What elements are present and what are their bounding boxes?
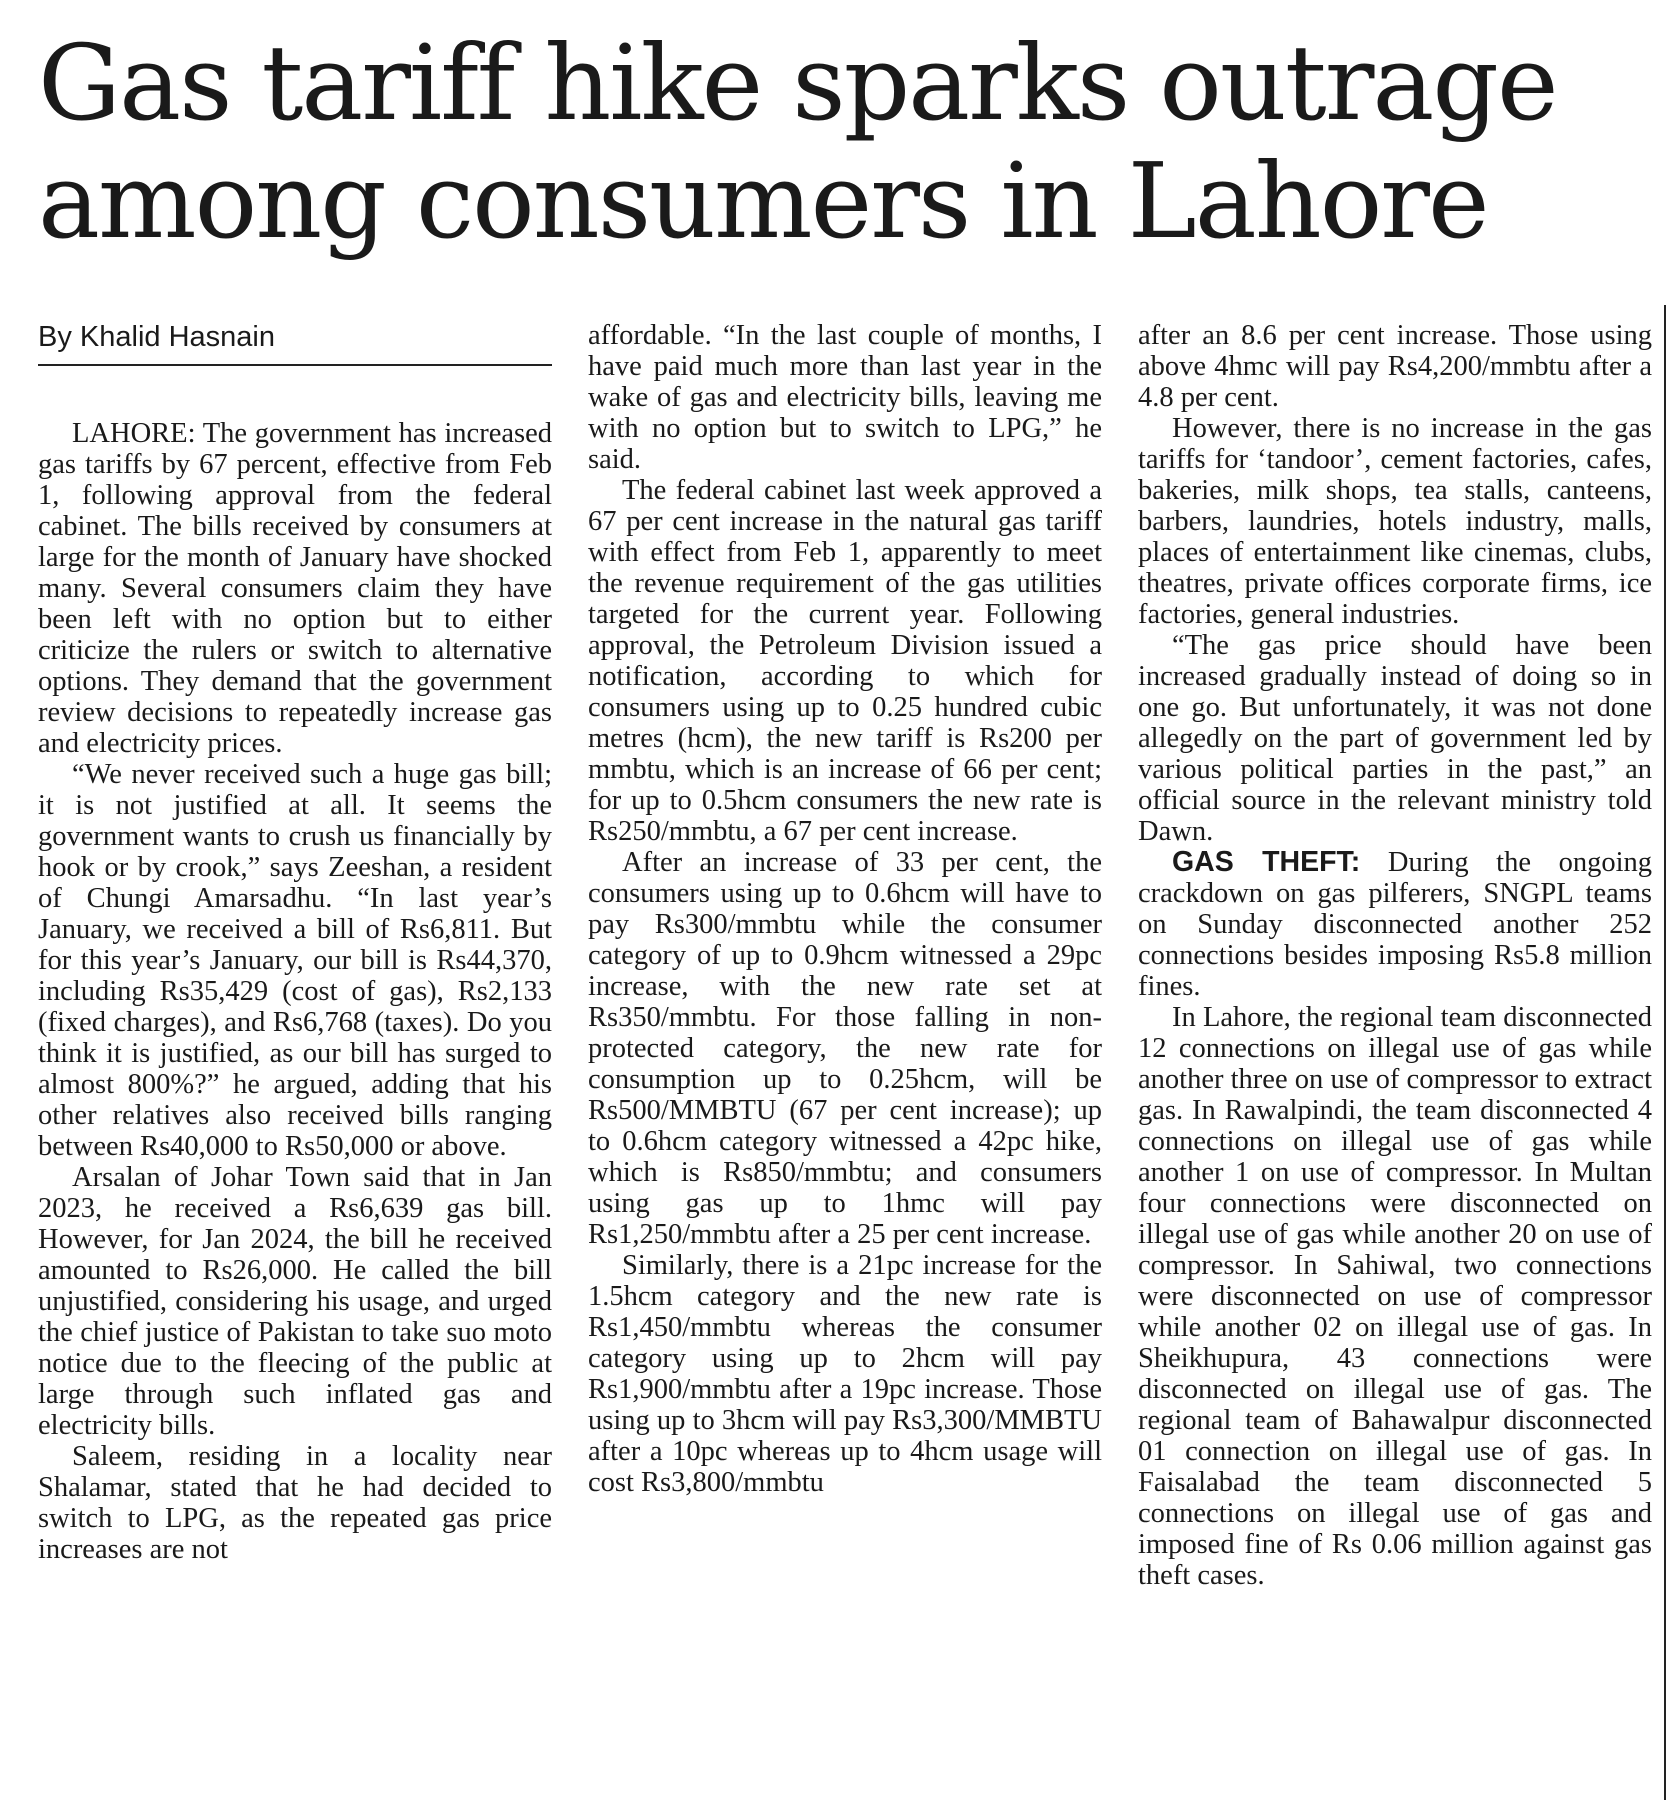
paragraph: In Lahore, the regional team disconnected 12 connections on illegal use of gas while another three on use of compressor to extract gas. In Rawalpindi, the team disconnected 4 connections on illegal use of gas while another 1 on use of compressor. In Multan four connections were disconnected on illegal use of gas while another 20 on use of compressor. In Sahiwal, two connections were disconnected on use of compressor while another 02 on illegal use of gas. In Sheikhupura, 43 connections were disconnected on illegal use of gas. The regional team of Bahawalpur disconnected 01 connection on illegal use of gas. In Faisalabad the team disconnected 5 connections on illegal use of gas and imposed fine of Rs 0.06 million against gas theft cases.	[1138, 1002, 1652, 1591]
paragraph: Similarly, there is a 21pc increase for the 1.5hcm category and the new rate is Rs1,450/mmbtu whereas the consumer category using up to 2hcm will pay Rs1,900/mmbtu after a 19pc increase. Those using up to 3hcm will pay Rs3,300/MMBTU after a 10pc whereas up to 4hcm usage will cost Rs3,800/mmbtu	[588, 1250, 1102, 1498]
paragraph: However, there is no increase in the gas tariffs for ‘tandoor’, cement factories, cafes, bakeries, milk shops, tea stalls, canteens, barbers, laundries, hotels industry, malls, places of entertainment like cinemas, clubs, theatres, private offices corporate firms, ice factories, general industries.	[1138, 413, 1652, 630]
paragraph: LAHORE: The government has increased gas tariffs by 67 percent, effective from Feb 1, following approval from the federal cabinet. The bills received by consumers at large for the month of January have shocked many. Several consumers claim they have been left with no option but to either criticize the rulers or switch to alternative options. They demand that the government review decisions to repeatedly increase gas and electricity prices.	[38, 418, 552, 759]
paragraph: affordable. “In the last couple of months, I have paid much more than last year in the wake of gas and electricity bills, leaving me with no option but to switch to LPG,” he said.	[588, 320, 1102, 475]
column-rule	[1664, 305, 1666, 1800]
byline: By Khalid Hasnain	[38, 320, 552, 366]
section-kicker: GAS THEFT:	[1172, 846, 1361, 878]
paragraph: The federal cabinet last week approved a 67 per cent increase in the natural gas tariff with effect from Feb 1, apparently to meet the revenue requirement of the gas utilities targeted for the current year. Following approval, the Petroleum Division issued a notification, according to which for consumers using up to 0.25 hundred cubic metres (hcm), the new tariff is Rs200 per mmbtu, which is an increase of 66 per cent; for up to 0.5hcm consumers the new rate is Rs250/mmbtu, a 67 per cent increase.	[588, 475, 1102, 847]
article-column-1	[38, 320, 552, 1790]
paragraph: “The gas price should have been increased gradually instead of doing so in one go. But unfortunately, it was not done allegedly on the part of government led by various political parties in the past,” an official source in the relevant ministry told Dawn.	[1138, 630, 1652, 847]
paragraph: “We never received such a huge gas bill; it is not justified at all. It seems the government wants to crush us financially by hook or by crook,” says Zeeshan, a resident of Chungi Amarsadhu. “In last year’s January, we received a bill of Rs6,811. But for this year’s January, our bill is Rs44,370, including Rs35,429 (cost of gas), Rs2,133 (fixed charges), and Rs6,768 (taxes). Do you think it is justified, as our bill has surged to almost 800%?” he argued, adding that his other relatives also received bills ranging between Rs40,000 to Rs50,000 or above.	[38, 759, 552, 1162]
paragraph-text: During the ongoing crackdown on gas pilferers, SNGPL teams on Sunday disconnected another 252 connections besides imposing Rs5.8 million fines.	[1138, 847, 1652, 1002]
article-column-2	[588, 320, 1102, 1790]
paragraph: After an increase of 33 per cent, the consumers using up to 0.6hcm will have to pay Rs300/mmbtu while the consumer category of up to 0.9hcm witnessed a 29pc increase, with the new rate set at Rs350/mmbtu. For those falling in non-protected category, the new rate for consumption up to 0.25hcm, will be Rs500/MMBTU (67 per cent increase); up to 0.6hcm category witnessed a 42pc hike, which is Rs850/mmbtu; and consumers using gas up to 1hmc will pay Rs1,250/mmbtu after a 25 per cent increase.	[588, 847, 1102, 1250]
gas-theft-paragraph	[1138, 847, 1652, 1002]
headline: Gas tariff hike sparks outrage among consumers in Lahore	[38, 22, 1557, 262]
paragraph: after an 8.6 per cent increase. Those using above 4hmc will pay Rs4,200/mmbtu after a 4.8 per cent.	[1138, 320, 1652, 413]
paragraph: Saleem, residing in a locality near Shalamar, stated that he had decided to switch to LPG, as the repeated gas price increases are not	[38, 1441, 552, 1565]
paragraph: Arsalan of Johar Town said that in Jan 2023, he received a Rs6,639 gas bill. However, for Jan 2024, the bill he received amounted to Rs26,000. He called the bill unjustified, considering his usage, and urged the chief justice of Pakistan to take suo moto notice due to the fleecing of the public at large through such inflated gas and electricity bills.	[38, 1162, 552, 1441]
article-column-3	[1138, 320, 1652, 1790]
